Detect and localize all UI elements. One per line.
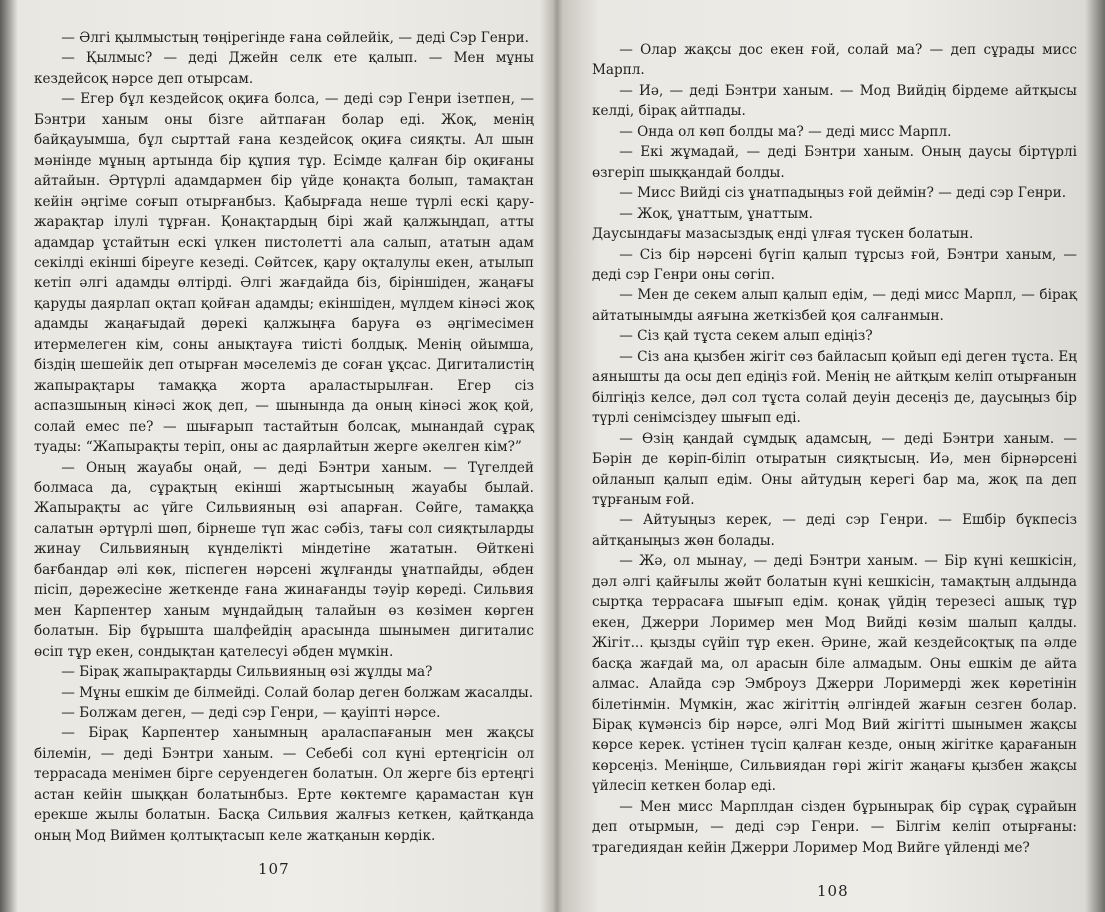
left-paragraph-5: — Бірақ жапырақтарды Сильвияның өзі жұлды ма? [61,664,433,681]
left-paragraph-1: — Әлгі қылмыстың төңірегінде ғана сөйлейік, — деді Сэр Генри. [61,30,529,46]
right-paragraph-15: — Мен мисс Марплдан сізден бұрынырақ бір сұрақ сұрайын деп отырмын, — деді сэр Генри. — Білгім келіп отырғаны: трагедиядан кейін Джерри Лоример Мод Вийге үйленді ме? [592,798,1077,856]
right-paragraph-2: — Иә, — деді Бэнтри ханым. — Мод Вийдің бірдеме айтқысы келді, бірақ айтпады. [592,82,1077,120]
right-paragraph-12: — Өзің қандай сұмдық адамсың, — деді Бэнтри ханым. — Бәрін де көріп-біліп отыратын сияқтысың. Иә, мен бірнәрсені ойланып қалып едім. Оны айтудың керегі бар ма, жоқ па деп тұрғаным ғой. [592,430,1077,508]
right-paragraph-4: — Екі жұмадай, — деді Бэнтри ханым. Оның даусы біртүрлі өзгеріп шыққандай болды. [592,144,1077,181]
right-paragraph-14: — Жә, ол мынау, — деді Бэнтри ханым. — Бір күні кешкісін, дәл әлгі қайғылы жөйт болатын күні кешкісін, тамақтың алдында сыртқа террасаға шығып едім. қонақ үйдің терезесі ашық тұр екен, Джерри Лоример мен Мод Вийді көзім шалып қалды. Жігіт... қызды сүйіп тұр екен. Әрине, жай кездейсоқтық па әлде басқа жағдай ма, ол арасын біле алмадым. Оны ешкім де айта алмас. Алайда сэр Эмброуз Джерри Лоримерді жек көретінін білетінмін. Мүмкін, жас жігіттің әлгіндей жағын сезген болар. Бірақ күмәнсіз бір нәрсе, әлгі Мод Вий жігітті шынымен жақсы көрсе керек. үстінен түсіп қалған кезде, оның жігітке қарағанын көрсеңіз. Меніңше, Сильвиядан гөрі жігіт жаңағы қызбен жақсы үйлесіп кеткен болар еді. [592,553,1077,795]
right-paragraph-1: — Олар жақсы дос екен ғой, солай ма? — деп сұрады мисс Марпл. [592,42,1077,79]
left-paragraph-4: — Оның жауабы оңай, — деді Бэнтри ханым. — Түгелдей болмаса да, сұрақтың екінші жартысының жауабы былай. Жапырақты ас үйге Сильвияның өзі апарған. Сөйге, тамаққа салатын әртүрлі шөп, бірнеше түп жас сәбіз, тағы сол сияқтыларды жинау Сильвияның күнделікті міндетіне жататын. Өйткені бағбандар әлі көк, піспеген нәрсені жұлғанды ұнатпайды, әбден пісіп, дәрежесіне жеткенде ғана жинағанды тәуір көреді. Сильвия мен Карпентер ханым мұндайдың талайын өз көзімен көрген болатын. Бір бұрышта шалфейдің арасында шынымен дигиталис өсіп тұр екен, сондықтан қателесуі әбден мүмкін. [34,459,534,660]
left-page [34,28,534,846]
left-paragraph-2: — Қылмыс? — деді Джейн селк ете қалып. — Мен мұны кездейсоқ нәрсе деп отырсам. [34,50,534,87]
right-paragraph-3: — Онда ол көп болды ма? — деді мисс Марпл. [619,123,952,140]
right-paragraph-8: — Сіз бір нәрсені бүгіп қалып тұрсыз ғой, Бэнтри ханым, — деді сэр Генри оны сөгіп. [592,246,1077,283]
right-paragraph-5: — Мисс Вийді сіз ұнатпадыңыз ғой деймін? — деді сэр Генри. [619,185,1067,202]
right-paragraph-6: — Жоқ, ұнаттым, ұнаттым. [619,205,813,222]
left-page-number: 107 [258,860,290,878]
right-page-number: 108 [817,882,849,900]
left-paragraph-8: — Бірақ Карпентер ханымның араласпағанын мен жақсы білемін, — деді Бэнтри ханым. — Себебі сол күні ертеңгісін ол террасада менімен бірге серуендеген болатын. Ол жерге біз ертеңгі астан кейін шыққан болатынбыз. Ерте көктемге қарамастан күн ерекше жылы болатын. Басқа Сильвия жалғыз кеткен, қайтқанда оның Мод Виймен қолтықтасып келе жатқанын көрдік. [34,725,534,844]
right-paragraph-13: — Айтуыңыз керек, — деді сэр Генри. — Ешбір бүкпесіз айтқаныңыз жөн болады. [592,512,1077,549]
left-paragraph-6: — Мұны ешкім де білмейді. Солай болар деген болжам жасалды. [61,684,534,701]
right-paragraph-11: — Сіз ана қызбен жігіт сөз байласып қойып еді деген тұста. Ең аянышты да осы деп едіңіз ғой. Менің не айтқым келіп отырғанын білгіңіз келсе, дәл сол тұста солай деуін десеңіз де, даусыңыз бір түрлі сенімсіздеу шығып еді. [592,348,1077,427]
right-paragraph-9: — Мен де секем алып қалып едім, — деді мисс Марпл, — бірақ айтатынымды аяғына жеткізбей қоя салғанмын. [592,287,1077,324]
right-page [592,40,1077,858]
left-paragraph-3: — Егер бұл кездейсоқ оқиға болса, — деді сэр Генри ізетпен, — Бэнтри ханым оны бізге айтпаған болар еді. Жоқ, менің байқауымша, бұл сырттай ғана кездейсоқ оқиға сияқты. Ал шын мәнінде мұның артында бір құпия тұр. Есімде қалған бір оқиғаны айтайын. Әртүрлі адамдармен бір үйде қонақта болып, тамақтан кейін әңгіме соғып отырғанбыз. Қабырғада неше түрлі ескі қару-жарақтар ілулі тұрған. Қонақтардың бірі жай қалжыңдап, атты адамдар ұстайтын ескі үлкен пистолетті ала салып, ататын адам секілді екінші біреуге кезеді. Сөйтсек, қару оқталулы екен, атылып кетіп әлгі адамды өлтірді. Әлгі жағдайда біз, біріншіден, жаңағы қаруды даярлап оқтап қойған адамды; екіншіден, мүлдем кінәсі жоқ адамды жаңағыдай дөрекі қалжыңға баруға өз әңгімесімен итермелеген кім, соны анықтауға тиісті болдық. Менің ойымша, біздің шешейік деп отырған мәселеміз де соған ұқсас. Дигиталистің жапырақтары тамаққа жорта араластырылған. Егер сіз аспазшының кінәсі жоқ деп, — шынында да оның кінәсі жоқ қой, солай емес пе? — шығарып тастайтын болсақ, мынандай сұрақ туады: “Жапырақты теріп, оны ас даярлайтын жерге әкелген кім?” [34,91,534,456]
left-paragraph-7: — Болжам деген, — деді сэр Генри, — қауіпті нәрсе. [61,704,441,721]
right-paragraph-7: Даусындағы мазасыздық енді үлғая түскен болатын. [592,226,974,243]
right-paragraph-10: — Сіз қай тұста секем алып едіңіз? [619,328,873,345]
